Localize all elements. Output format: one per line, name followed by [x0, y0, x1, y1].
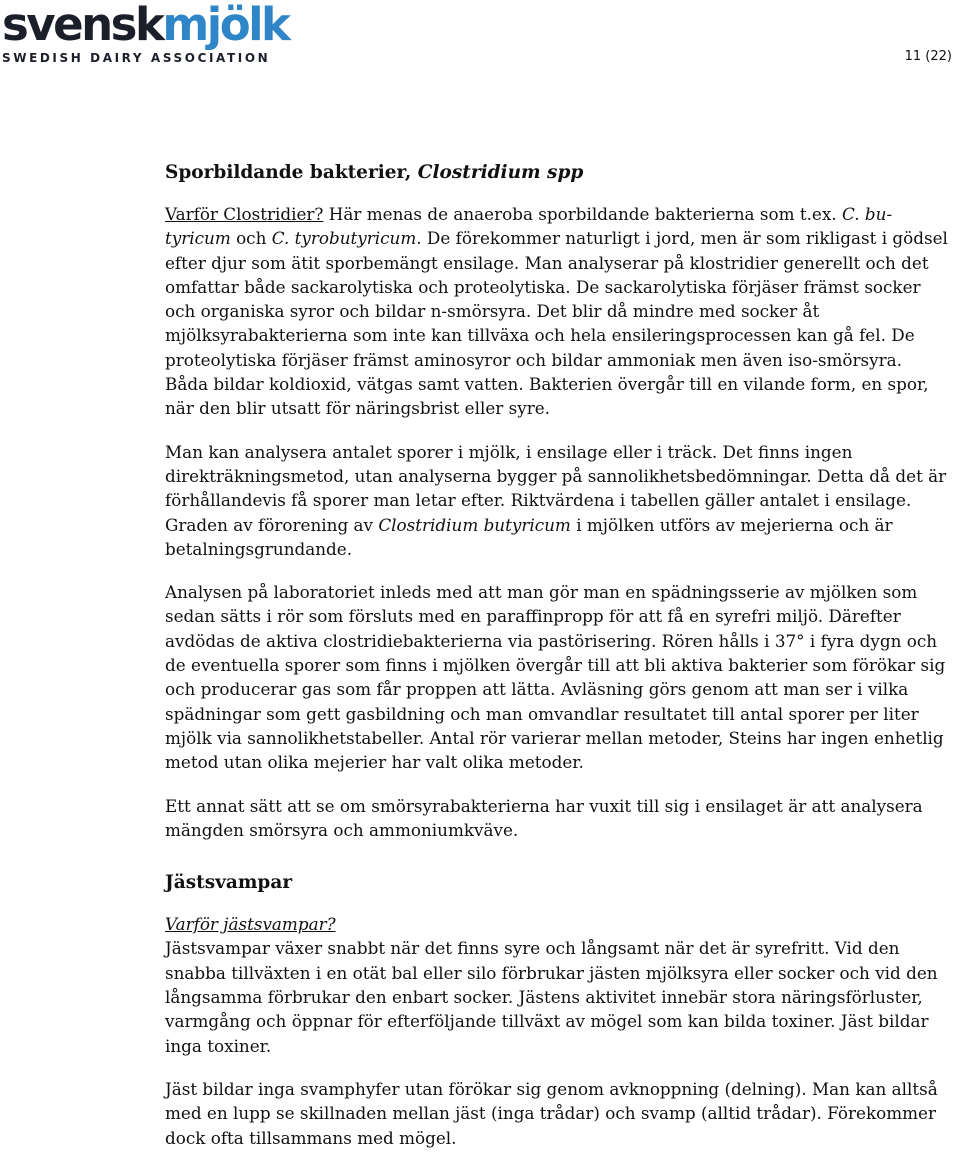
paragraph-clostridium-intro: Varför Clostridier? Här menas de anaeroba sporbildande bakterierna som t.ex. C. bu- tyricum och C. tyrobutyricum. De förekommer naturligt i jord, men är som rikligast i gödsel efter djur som ätit sporbemängt ensilage. Man analyserar på klostridier generellt och det omfattar både sackarolytiska och proteolytiska. De sackarolytiska förjäser främst socker och organiska syror och bildar n-smörsyra. Det blir då mindre med socker åt mjölksyrabakterierna som inte kan tillväxa och hela ensileringsprocessen kan gå fel. De proteolytiska förjäser främst aminosyror och bildar ammoniak men även iso-smörsyra. Båda bildar koldioxid, vätgas samt vatten. Bakterien övergår till en vilande form, en spor, när den blir utsatt för näringsbrist eller syre.: [165, 204, 948, 419]
paragraph-yeast-budding: Jäst bildar inga svamphyfer utan förökar sig genom avknoppning (delning). Man kan alltså med en lupp se skillnaden mellan jäst (inga trådar) och svamp (alltid trådar). Förekommer dock ofta tillsammans med mögel.: [165, 1078, 938, 1148]
section-heading-clostridium: Sporbildande bakterier, Clostridium spp: [165, 162, 584, 183]
logo-tagline: SWEDISH DAIRY ASSOCIATION: [2, 51, 271, 65]
link-varfor-jastsvampar[interactable]: Varför jästsvampar?: [165, 914, 336, 935]
company-logo: [2, 2, 288, 65]
link-varfor-clostridier[interactable]: Varför Clostridier?: [165, 204, 324, 224]
paragraph-yeast-growth: Jästsvampar växer snabbt när det finns syre och långsamt när det är syrefritt. Vid den snabba tillväxten i en otät bal eller silo förbrukar jästen mjölksyra eller socker och vid den långsamma förbrukar den enbart socker. Jästens aktivitet innebär stora näringsförluster, varmgång och öppnar för efterföljande tillväxt av mögel som kan bilda toxiner. Jäst bildar inga toxiner.: [165, 938, 938, 1056]
paragraph-spore-analysis: Man kan analysera antalet sporer i mjölk, i ensilage eller i träck. Det finns ingen direkträkningsmetod, utan analyserna bygger på sannolikhetsbedömningar. Detta då det är förhållandevis få sporer man letar efter. Riktvärdena i tabellen gäller antalet i ensilage. Graden av förorening av Clostridium butyricum i mjölken utförs av mejerierna och är betalningsgrundande.: [165, 441, 947, 559]
paragraph-lab-method: Analysen på laboratoriet inleds med att man gör man en spädningsserie av mjölken som sedan sätts i rör som försluts med en paraffinpropp för att få en syrefri miljö. Därefter avdödas de aktiva clostridiebakterierna via pastörisering. Rören hålls i 37° i fyra dygn och de eventuella sporer som finns i mjölken övergår till att bli aktiva bakterier som förökar sig och producerar gas som får proppen att lätta. Avläsning görs genom att man ser i vilka spädningar som gett gasbildning och man omvandlar resultatet till antal sporer per liter mjölk via sannolikhetstabeller. Antal rör varierar mellan metoder, Steins har ingen enhetlig metod utan olika mejerier har valt olika metoder.: [165, 582, 946, 773]
paragraph-butyric-acid: Ett annat sätt att se om smörsyrabakterierna har vuxit till sig i ensilaget är att analysera mängden smörsyra och ammoniumkväve.: [165, 795, 923, 840]
document-body: [165, 160, 950, 1150]
page-number: 11 (22): [904, 49, 952, 64]
logo-wordmark: svenskmjölk: [2, 0, 289, 51]
section-heading-yeast: Jästsvampar: [165, 872, 293, 894]
